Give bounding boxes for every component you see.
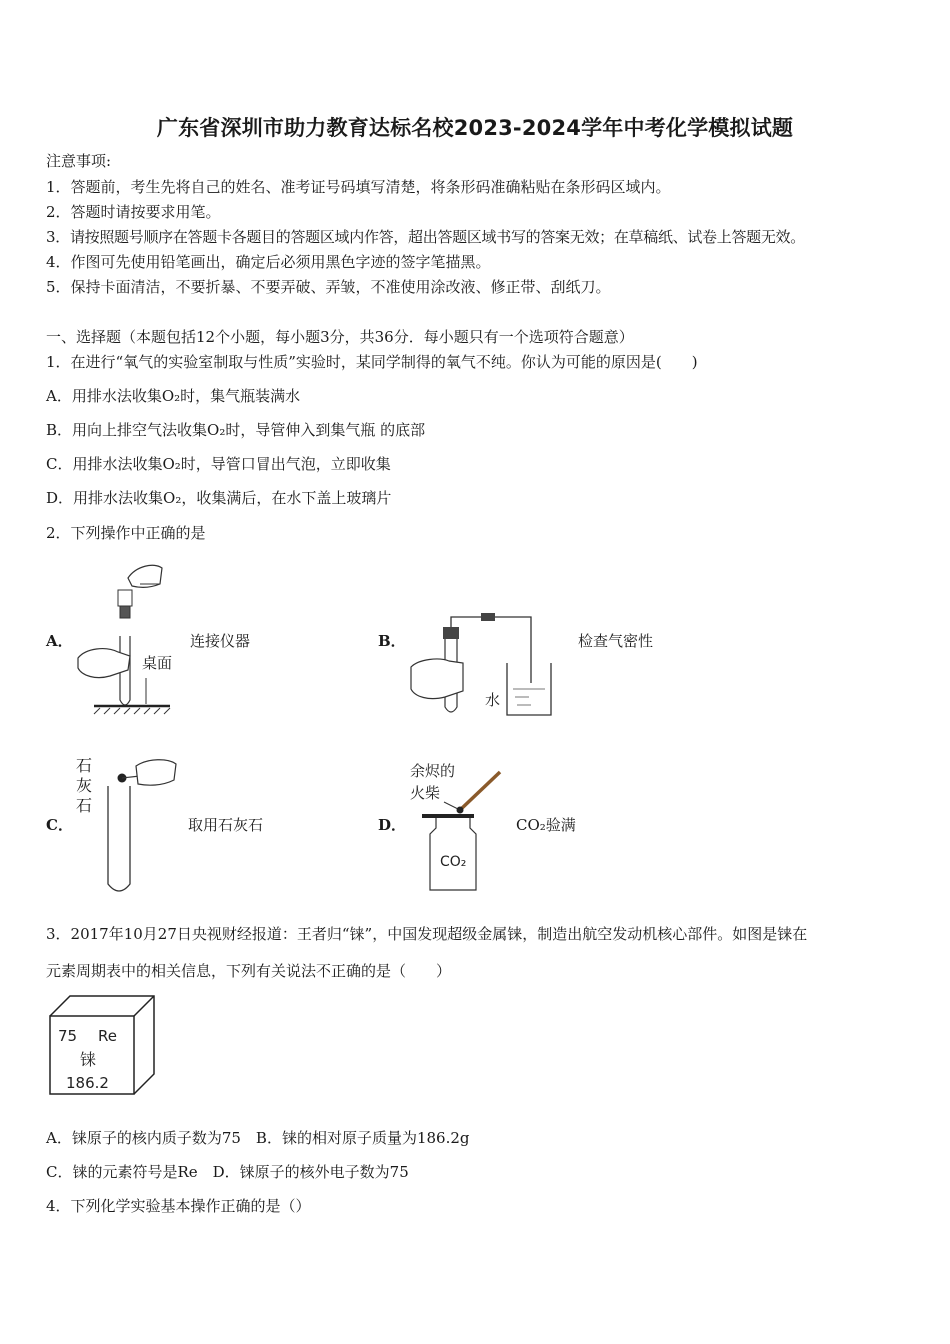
q3-stem-line1: 3．2017年10月27日央视财经报道：王者归“铼”，中国发现超级金属铼，制造出航空发动机核心部件。如图是铼在	[46, 925, 808, 943]
q2-option-a-letter: A．	[46, 632, 73, 650]
q2-stem: 2．下列操作中正确的是	[46, 524, 206, 542]
connect-apparatus-figure	[70, 560, 190, 720]
q3-options-cd: C．铼的元素符号是Re D．铼原子的核外电子数为75	[46, 1163, 409, 1181]
table-label: 桌面	[142, 654, 173, 672]
match-label: 火柴	[410, 784, 441, 802]
notice-item: 3．请按照题号顺序在答题卡各题目的答题区域内作答，超出答题区域书写的答案无效；在草稿纸、试卷上答题无效。	[46, 228, 805, 246]
rhenium-element-card	[48, 994, 156, 1098]
q2-option-b-caption: 检查气密性	[578, 632, 654, 650]
q2-option-c-letter: C．	[46, 816, 73, 834]
element-name: 铼	[80, 1050, 97, 1069]
notice-item: 2．答题时请按要求用笔。	[46, 203, 221, 221]
limestone-label: 石灰石	[76, 756, 93, 815]
element-symbol: Re	[98, 1027, 117, 1045]
bottle-label: CO₂	[440, 854, 467, 870]
section-heading: 一、选择题（本题包括12个小题，每小题3分，共36分．每小题只有一个选项符合题意）	[46, 328, 634, 346]
q2-option-c-caption: 取用石灰石	[188, 816, 264, 834]
q2-option-a-caption: 连接仪器	[190, 632, 251, 650]
q1-option-b: B．用向上排空气法收集O₂时，导管伸入到集气瓶 的底部	[46, 421, 426, 439]
q4-stem: 4．下列化学实验基本操作正确的是（）	[46, 1197, 311, 1215]
q3-stem-line2: 元素周期表中的相关信息，下列有关说法不正确的是（ ）	[46, 962, 452, 980]
notice-item: 1．答题前，考生先将自己的姓名、准考证号码填写清楚，将条形码准确粘贴在条形码区域内。	[46, 178, 671, 196]
atomic-mass: 186.2	[66, 1074, 109, 1092]
q2-option-b-letter: B．	[378, 632, 406, 650]
q2-option-d-letter: D．	[378, 816, 407, 834]
page-title: 广东省深圳市助力教育达标名校2023-2024学年中考化学模拟试题	[156, 116, 794, 140]
airtightness-figure	[405, 605, 565, 725]
ember-label: 余烬的	[410, 762, 456, 780]
q1-option-d: D．用排水法收集O₂，收集满后，在水下盖上玻璃片	[46, 489, 392, 507]
notice-item: 4．作图可先使用铅笔画出，确定后必须用黑色字迹的签字笔描黑。	[46, 253, 491, 271]
q1-option-a: A．用排水法收集O₂时，集气瓶装满水	[46, 387, 301, 405]
take-limestone-figure	[100, 756, 190, 896]
notice-item: 5．保持卡面清洁，不要折暴、不要弄破、弄皱，不准使用涂改液、修正带、刮纸刀。	[46, 278, 611, 296]
q3-options-ab: A．铼原子的核内质子数为75 B．铼的相对原子质量为186.2g	[46, 1129, 470, 1147]
notice-heading: 注意事项:	[46, 152, 112, 170]
q2-option-d-caption: CO₂验满	[516, 816, 576, 834]
co2-test-figure	[404, 756, 514, 898]
atomic-number: 75	[58, 1027, 78, 1045]
q1-stem: 1．在进行“氧气的实验室制取与性质”实验时，某同学制得的氧气不纯。你认为可能的原因是( )	[46, 353, 698, 371]
q1-option-c: C．用排水法收集O₂时，导管口冒出气泡，立即收集	[46, 455, 391, 473]
water-label: 水	[485, 691, 501, 709]
